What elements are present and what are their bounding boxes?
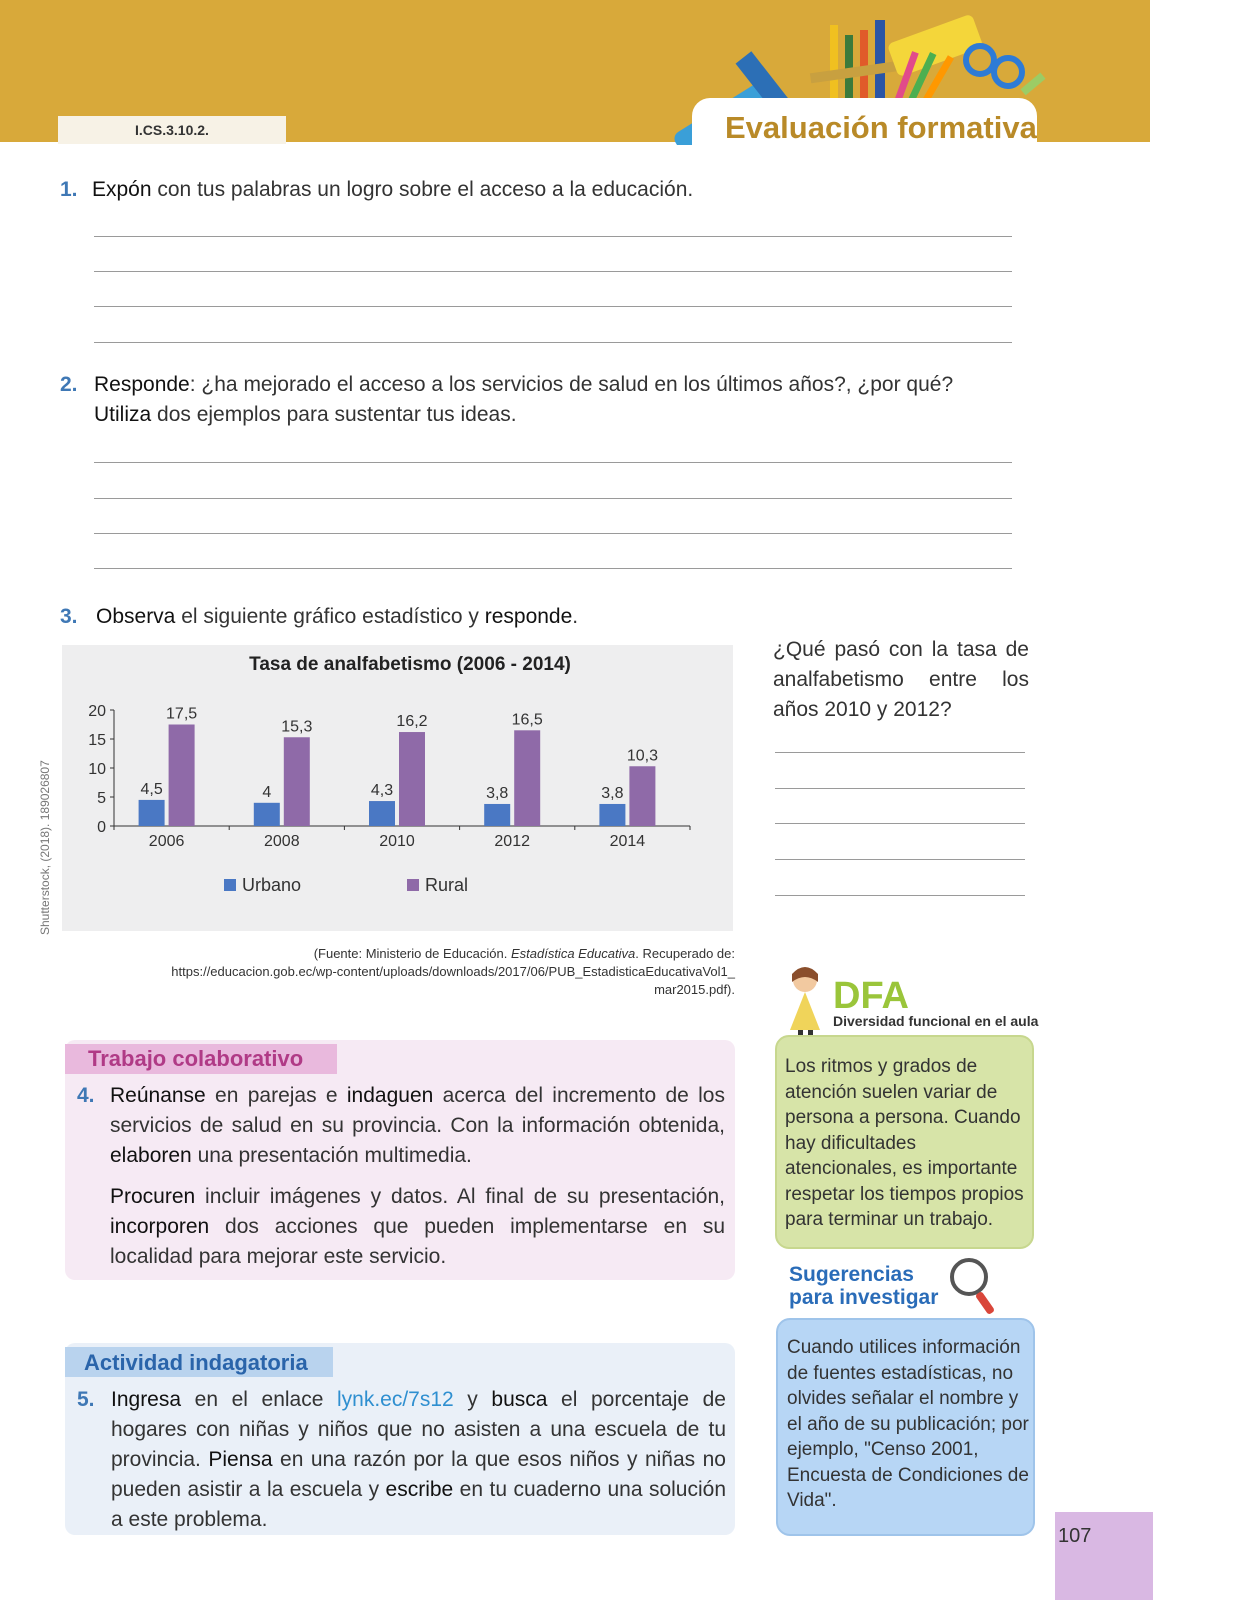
bar-urbano-2008 (254, 803, 280, 826)
x-tick-label: 2006 (148, 833, 185, 850)
question-4-text (110, 1081, 725, 1272)
question-4-verb-3: elaboren (110, 1144, 192, 1167)
question-3-mid: el siguiente gráfico estadístico y (175, 605, 485, 628)
answer-line[interactable] (94, 271, 1012, 272)
y-tick-label: 20 (88, 703, 106, 720)
page-number: 107 (1058, 1525, 1092, 1547)
question-5-text-2: y (453, 1388, 492, 1411)
legend-label-rural: Rural (425, 875, 469, 895)
question-5-text (111, 1385, 726, 1535)
suggestions-title-line-2: para investigar (789, 1286, 939, 1309)
suggestions-title (789, 1263, 938, 1309)
chart-title: Tasa de analfabetismo (2006 - 2014) (249, 654, 571, 675)
question-4-paragraph-1 (110, 1081, 725, 1171)
bar-urbano-2006 (139, 800, 165, 826)
answer-line[interactable] (775, 859, 1025, 860)
research-activity-label: Actividad indagatoria (84, 1350, 308, 1375)
question-4-text-3: una presentación multimedia. (191, 1144, 472, 1167)
question-3-side-question: ¿Qué pasó con la tasa de analfabetismo entre los años 2010 y 2012? (773, 638, 1029, 721)
question-4-paragraph-2 (110, 1182, 725, 1272)
question-4-number: 4. (77, 1084, 95, 1107)
bar-rural-2012 (514, 730, 540, 826)
answer-line[interactable] (94, 533, 1012, 534)
y-tick-label: 10 (88, 761, 106, 778)
chart-source (80, 945, 735, 999)
question-5-text-4: en una razón por la que esos niños y niñas no pueden asistir a la escuela y (111, 1448, 726, 1501)
source-suffix: . Recuperado de: (635, 946, 735, 961)
data-label-rural: 16,5 (511, 711, 543, 729)
question-5-verb-3: Piensa (208, 1448, 273, 1471)
magnifying-glass-icon (947, 1255, 999, 1321)
girl-character-illustration (770, 960, 840, 1040)
answer-line[interactable] (94, 498, 1012, 499)
question-2-rest-2: dos ejemplos para sustentar tus ideas. (151, 403, 517, 426)
indicator-code: I.CS.3.10.2. (135, 122, 209, 138)
data-label-urbano: 4,5 (140, 780, 163, 798)
data-label-rural: 17,5 (166, 705, 198, 723)
page-title: Evaluación formativa (725, 110, 1037, 145)
lynk-link[interactable]: lynk.ec/7s12 (336, 1388, 454, 1411)
question-2-number: 2. (60, 373, 78, 396)
question-1-text (92, 175, 1012, 205)
question-5-verb-4: escribe (385, 1478, 454, 1501)
question-5-text-3: el porcentaje de hogares con niñas y niños que no asisten a una escuela de tu provincia. (111, 1388, 726, 1471)
question-4-verb-1: Reúnanse (110, 1084, 206, 1107)
question-5-text-5: en tu cuaderno una solución a este problema. (111, 1478, 727, 1531)
source-url-1: https://educacion.gob.ec/wp-content/uploads/downloads/2017/06/PUB_EstadisticaEducativaVol1_ (171, 964, 735, 979)
answer-line[interactable] (94, 306, 1012, 307)
source-title: Estadística Educativa (510, 946, 636, 961)
suggestions-title-line-1: Sugerencias (789, 1263, 914, 1286)
question-1-number: 1. (60, 178, 78, 201)
bar-urbano-2014 (599, 804, 625, 826)
x-tick-label: 2012 (494, 833, 530, 850)
question-3-verb-2: responde (484, 605, 573, 628)
question-2-verb-2: Utiliza (94, 403, 152, 426)
x-tick-label: 2014 (609, 833, 646, 850)
image-credit: Shutterstock, (2018). 189026807 (38, 760, 52, 935)
answer-line[interactable] (775, 752, 1025, 753)
bar-rural-2006 (169, 725, 195, 827)
x-tick-label: 2010 (379, 833, 415, 850)
answer-line[interactable] (775, 788, 1025, 789)
question-4-text-5: dos acciones que pueden implementarse en su localidad para mejorar este servicio. (110, 1215, 725, 1268)
answer-line[interactable] (94, 342, 1012, 343)
answer-line[interactable] (94, 236, 1012, 237)
y-tick-label: 0 (97, 819, 106, 836)
question-5-verb-2: busca (491, 1388, 548, 1411)
question-3-text (96, 602, 736, 632)
question-2-verb-1: Responde (94, 373, 190, 396)
bar-rural-2014 (629, 766, 655, 826)
question-5-text-1: en el enlace (181, 1388, 337, 1411)
source-prefix: (Fuente: Ministerio de Educación. (313, 946, 511, 961)
data-label-urbano: 3,8 (486, 784, 509, 802)
question-4-verb-4: Procuren (110, 1185, 196, 1208)
legend-label-urbano: Urbano (242, 875, 302, 895)
answer-line[interactable] (775, 823, 1025, 824)
question-3-verb-1: Observa (96, 605, 176, 628)
question-5-number: 5. (77, 1388, 95, 1411)
dfa-text: Los ritmos y grados de atención suelen variar de persona a persona. Cuando hay dificultades atencionales, es importante respetar los tiempos propios para terminar un trabajo. (785, 1056, 1024, 1230)
question-2-text (94, 370, 1024, 430)
bar-urbano-2012 (484, 804, 510, 826)
answer-line[interactable] (94, 462, 1012, 463)
question-1-rest: con tus palabras un logro sobre el acceso a la educación. (151, 178, 694, 201)
data-label-rural: 15,3 (281, 718, 313, 736)
answer-line[interactable] (775, 895, 1025, 896)
bar-rural-2008 (284, 737, 310, 826)
bar-rural-2010 (399, 732, 425, 826)
question-1-verb: Expón (92, 178, 152, 201)
dfa-subtitle: Diversidad funcional en el aula (833, 1013, 1039, 1029)
illiteracy-bar-chart (62, 645, 733, 931)
bar-urbano-2010 (369, 801, 395, 826)
data-label-urbano: 4,3 (370, 782, 394, 800)
legend-swatch-urbano (224, 879, 236, 891)
suggestions-text: Cuando utilices información de fuentes estadísticas, no olvides señalar el nombre y el año de su publicación; por ejemplo, "Censo 2001, Encuesta de Condiciones de Vida". (787, 1337, 1029, 1511)
data-label-rural: 16,2 (396, 713, 428, 731)
question-3-end: . (572, 605, 579, 628)
source-url-2: mar2015.pdf). (654, 982, 735, 997)
x-tick-label: 2008 (264, 833, 300, 850)
question-5-verb-1: Ingresa (111, 1388, 182, 1411)
data-label-urbano: 3,8 (601, 784, 624, 802)
data-label-urbano: 4 (262, 783, 272, 801)
question-4-verb-5: incorporen (110, 1215, 210, 1238)
y-tick-label: 15 (88, 732, 106, 749)
question-4-text-2: acerca del incremento de los servicios de salud en su provincia. Con la información obtenida, (110, 1084, 725, 1137)
page-margin (1150, 0, 1236, 1600)
data-label-rural: 10,3 (626, 747, 658, 765)
question-3-number: 3. (60, 605, 78, 628)
answer-line[interactable] (94, 568, 1012, 569)
legend-swatch-rural (407, 879, 419, 891)
question-4-verb-2: indaguen (346, 1084, 434, 1107)
dfa-title: DFA (833, 975, 909, 1017)
collaborative-work-label: Trabajo colaborativo (88, 1046, 304, 1071)
y-tick-label: 5 (97, 790, 106, 807)
question-4-text-1: en parejas e (205, 1084, 347, 1107)
question-4-text-4: incluir imágenes y datos. Al final de su presentación, (195, 1185, 725, 1208)
question-2-rest-1: : ¿ha mejorado el acceso a los servicios de salud en los últimos años?, ¿por qué? (189, 373, 954, 396)
